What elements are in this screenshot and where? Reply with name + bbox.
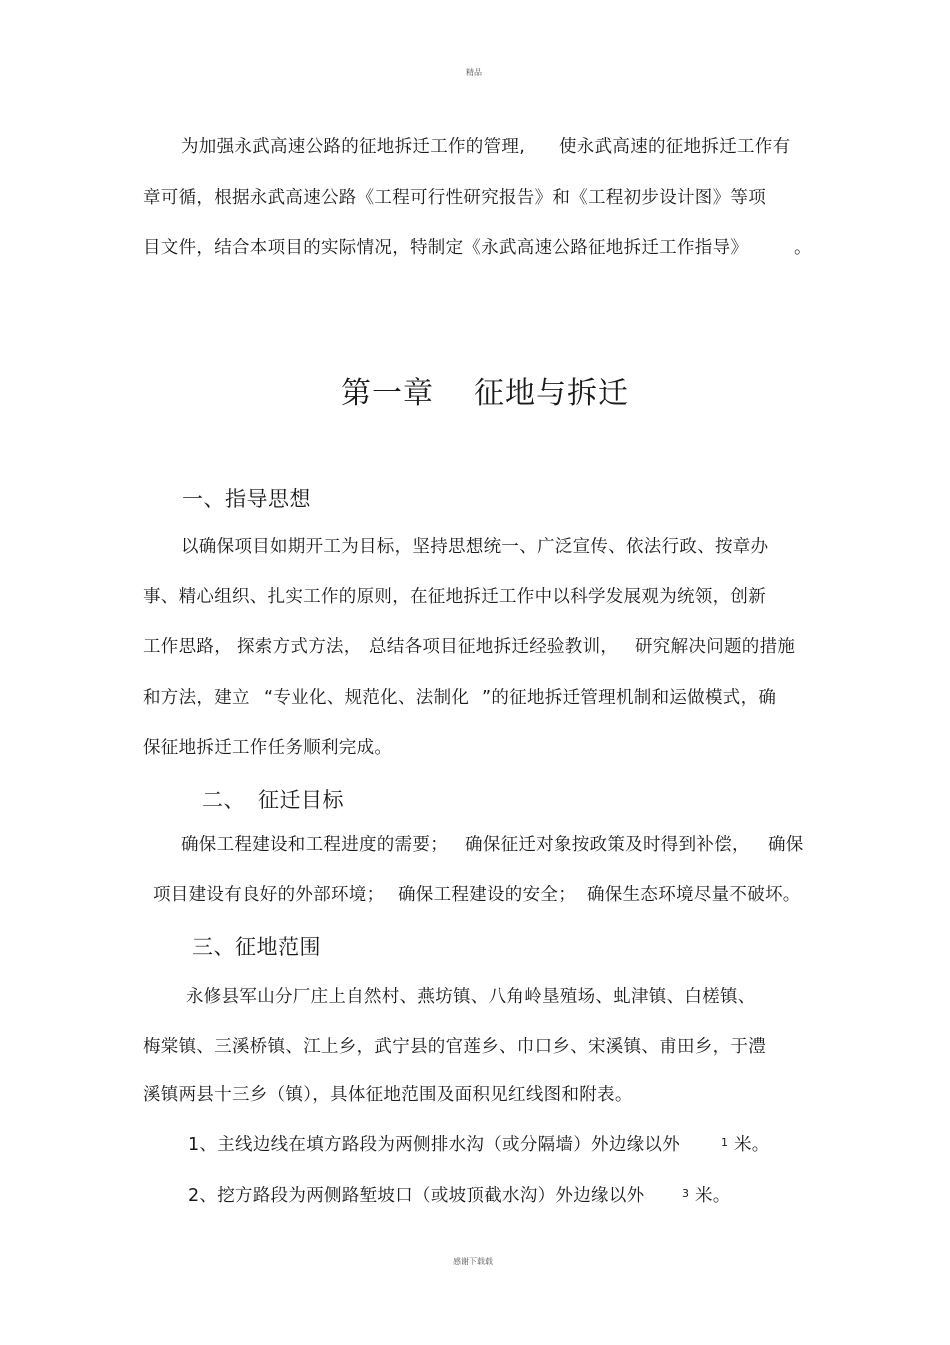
section2-line-1a: 确保工程建设和工程进度的需要； bbox=[181, 835, 448, 855]
section2-heading-num: 二、 bbox=[202, 788, 245, 812]
section2-heading-title: 征迁目标 bbox=[258, 788, 344, 812]
section1-line-4b: “专业化、规范化、法制化 bbox=[264, 688, 470, 708]
section2-line-2a: 项目建设有良好的外部环境； bbox=[153, 885, 385, 905]
section3-item-2: 2、挖方路段为两侧路堑坡口（或坡顶截水沟）外边缘以外 bbox=[188, 1186, 645, 1206]
section1-heading: 一、指导思想 bbox=[182, 487, 311, 511]
section3-item-2-unit: 米。 bbox=[695, 1186, 731, 1206]
intro-line-2: 章可循，根据永武高速公路《工程可行性研究报告》和《工程初步设计图》等项 bbox=[143, 188, 766, 208]
section3-heading: 三、征地范围 bbox=[192, 935, 321, 959]
section2-line-2c: 确保生态环境尽量不破坏。 bbox=[587, 885, 801, 905]
section1-line-1: 以确保项目如期开工为目标，坚持思想统一、广泛宣传、依法行政、按章办 bbox=[181, 537, 769, 557]
section2-line-1b: 确保征迁对象按政策及时得到补偿， bbox=[465, 835, 750, 855]
chapter-title: 征地与拆迁 bbox=[474, 376, 629, 411]
page-footer: 感谢下载载 bbox=[453, 1257, 493, 1266]
section3-line-2: 梅棠镇、三溪桥镇、江上乡，武宁县的官莲乡、巾口乡、宋溪镇、甫田乡，于澧 bbox=[143, 1037, 766, 1057]
section3-item-1: 1、主线边线在填方路段为两侧排水沟（或分隔墙）外边缘以外 bbox=[188, 1135, 681, 1155]
section3-item-1-num: 1 bbox=[721, 1136, 728, 1149]
section1-line-3d: 研究解决问题的措施 bbox=[635, 637, 796, 657]
section3-line-1: 永修县军山分厂庄上自然村、燕坊镇、八角岭垦殖场、虬津镇、白槎镇、 bbox=[186, 987, 756, 1007]
intro-line-1b: 使永武高速的征地拆迁工作有 bbox=[559, 137, 791, 157]
section1-line-4c: ”的征地拆迁管理机制和运做模式，确 bbox=[482, 688, 777, 708]
section1-line-4a: 和方法，建立 bbox=[143, 688, 250, 708]
section3-item-2-num: 3 bbox=[682, 1187, 689, 1200]
section1-line-3b: 探索方式方法， bbox=[237, 637, 362, 657]
intro-line-1a: 为加强永武高速公路的征地拆迁工作的管理, bbox=[181, 137, 526, 157]
section1-line-5: 保征地拆迁工作任务顺利完成。 bbox=[143, 738, 393, 758]
page-header: 精品 bbox=[466, 68, 482, 77]
intro-line-3: 目文件，结合本项目的实际情况，特制定《永武高速公路征地拆迁工作指导》 bbox=[143, 238, 749, 258]
section1-line-3c: 总结各项目征地拆迁经验教训， bbox=[369, 637, 619, 657]
section3-item-1-unit: 米。 bbox=[734, 1135, 770, 1155]
section2-line-2b: 确保工程建设的安全； bbox=[398, 885, 576, 905]
section2-line-1c: 确保 bbox=[768, 835, 804, 855]
section1-line-3a: 工作思路， bbox=[143, 637, 232, 657]
chapter-number: 第一章 bbox=[341, 376, 434, 411]
section3-line-3: 溪镇两县十三乡（镇），具体征地范围及面积见红线图和附表。 bbox=[143, 1085, 633, 1105]
section1-line-2: 事、精心组织、扎实工作的原则，在征地拆迁工作中以科学发展观为统领，创新 bbox=[143, 587, 766, 607]
intro-line-3-end: 。 bbox=[794, 238, 812, 258]
